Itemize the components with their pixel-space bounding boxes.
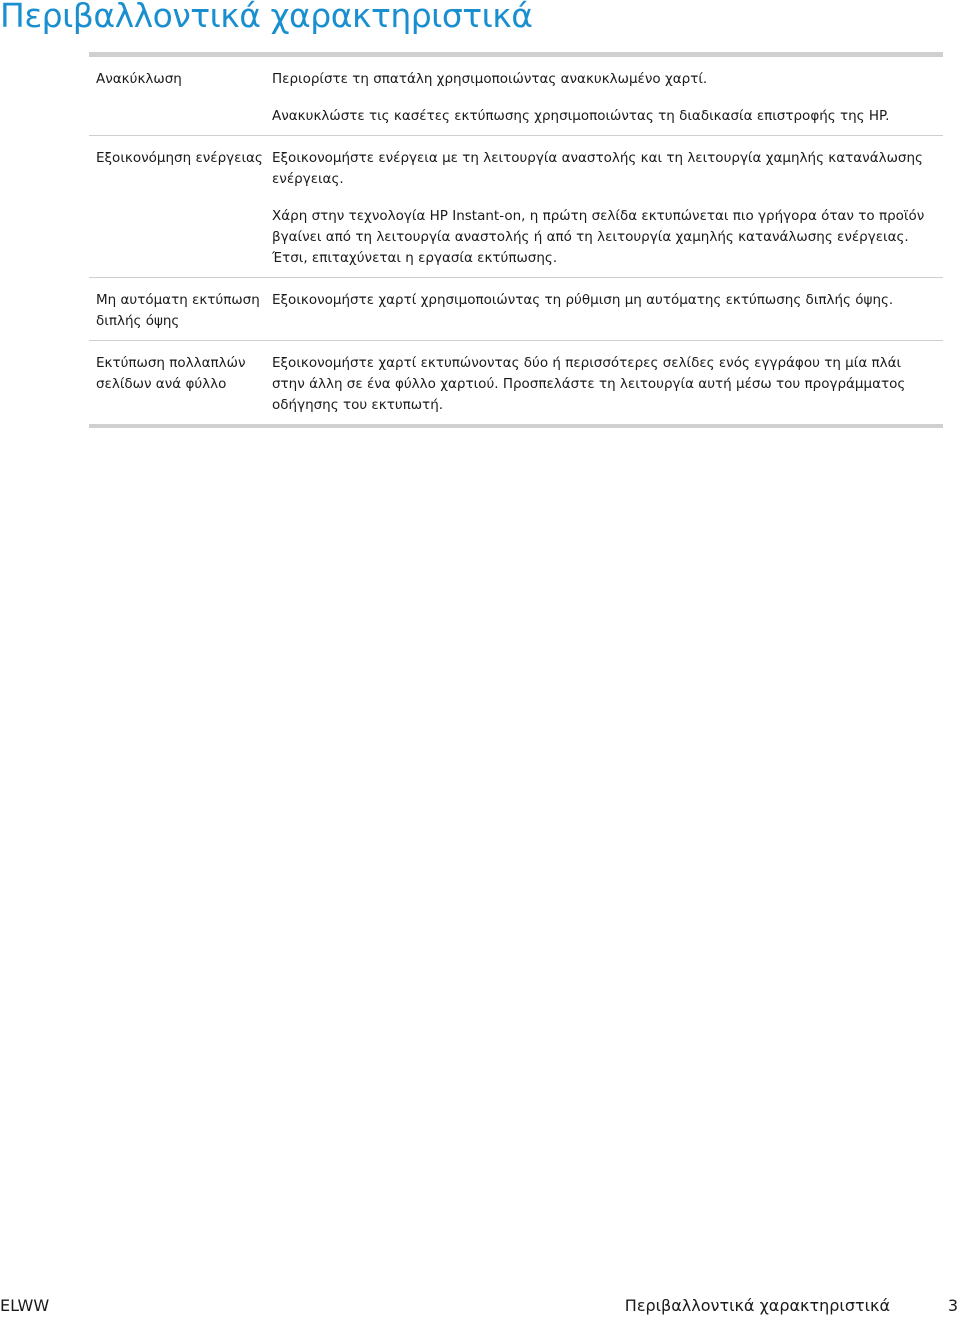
footer-doc-code: ELWW: [0, 1296, 50, 1315]
features-table: [89, 52, 943, 428]
row-description: [272, 290, 943, 332]
table-row: [89, 340, 943, 424]
page-title: Περιβαλλοντικά χαρακτηριστικά: [0, 0, 533, 35]
row-description: [272, 148, 943, 269]
table-row: [89, 57, 943, 135]
row-label: Εκτύπωση πολλαπλών σελίδων ανά φύλλο: [96, 355, 246, 392]
row-description: [272, 69, 943, 127]
footer-section-title: Περιβαλλοντικά χαρακτηριστικά: [624, 1296, 890, 1315]
description-paragraph: Εξοικονομήστε χαρτί εκτυπώνοντας δύο ή περισσότερες σελίδες ενός εγγράφου τη μία πλάι στην άλλη σε ένα φύλλο χαρτιού. Προσπελάστε τη λειτουργία αυτή μέσω του προγράμματος οδήγησης του εκτυπωτή.: [272, 355, 906, 413]
row-description: [272, 353, 943, 416]
description-paragraph: Εξοικονομήστε ενέργεια με τη λειτουργία αναστολής και τη λειτουργία χαμηλής κατανάλωσης ενέργειας.: [272, 150, 923, 187]
footer-page-number: 3: [947, 1296, 958, 1315]
description-paragraph: Ανακυκλώστε τις κασέτες εκτύπωσης χρησιμοποιώντας τη διαδικασία επιστροφής της HP.: [272, 108, 890, 124]
description-paragraph: Εξοικονομήστε χαρτί χρησιμοποιώντας τη ρύθμιση μη αυτόματης εκτύπωσης διπλής όψης.: [272, 292, 894, 308]
row-label: Μη αυτόματη εκτύπωση διπλής όψης: [96, 292, 260, 329]
row-label: Εξοικονόμηση ενέργειας: [96, 150, 263, 166]
description-paragraph: Περιορίστε τη σπατάλη χρησιμοποιώντας ανακυκλωμένο χαρτί.: [272, 71, 708, 87]
page-footer: [0, 1296, 960, 1318]
description-paragraph: Χάρη στην τεχνολογία HP Instant-on, η πρώτη σελίδα εκτυπώνεται πιο γρήγορα όταν το προϊόν βγαίνει από τη λειτουργία αναστολής ή από τη λειτουργία χαμηλής κατανάλωσης ενέργειας. Έτσι, επιταχύνεται η εργασία εκτύπωσης.: [272, 208, 925, 266]
table-row: [89, 135, 943, 277]
table-row: [89, 277, 943, 340]
row-label: Ανακύκλωση: [96, 71, 182, 87]
